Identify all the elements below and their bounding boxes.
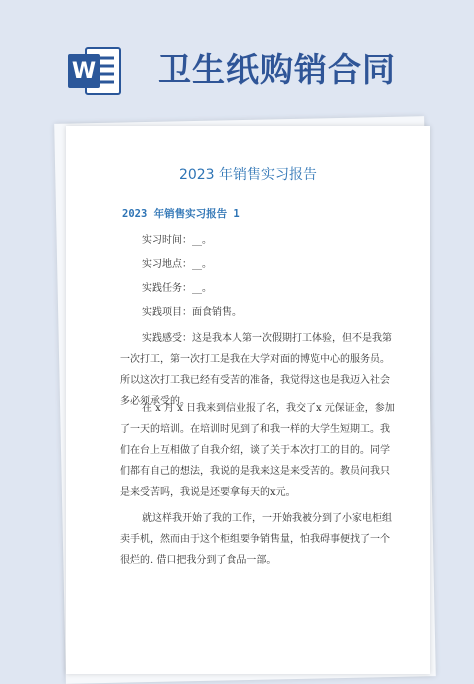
svg-text:W: W — [71, 59, 97, 84]
document-page — [66, 126, 430, 674]
section-heading: 2023 年销售实习报告 1 — [122, 208, 240, 220]
field-internship-time — [142, 230, 418, 251]
word-document-icon — [66, 42, 124, 100]
field-value: __。 — [192, 283, 212, 294]
field-value: 面食销售。 — [192, 307, 242, 318]
document-title: 2023 年销售实习报告 — [178, 167, 318, 183]
paragraph: 就这样我开始了我的工作，一开始我被分到了小家电柜组卖手机，然而由于这个柜组要争销售量，怕我碍事便找了一个很烂的. 借口把我分到了食品一部。 — [120, 513, 392, 566]
paragraph: 在 x 月 x 日我来到信业报了名，我交了x 元保证金，参加了一天的培训。在培训时见到了和我一样的大学生短期工。我们在台上互相做了自我介绍，谈了关于本次打工的目的。同学们都有自己的想法，我说的是我来这是来受苦的。教员问我只是来受苦吗，我说是还要拿每天的x元。 — [120, 403, 395, 498]
field-value: __。 — [192, 259, 212, 270]
field-value: __。 — [192, 235, 212, 246]
field-label: 实习地点： — [142, 259, 192, 270]
field-practice-project — [142, 302, 418, 323]
paragraph: 实践感受：这是我本人第一次假期打工体验，但不是我第一次打工，第一次打工是我在大学对面的博览中心的服务员。所以这次打工我已经有受苦的准备，我觉得这也是我迈入社会多必须承受的。 — [120, 333, 392, 407]
field-label: 实习时间： — [142, 235, 192, 246]
field-label: 实践项目： — [142, 307, 192, 318]
field-internship-location — [142, 254, 418, 275]
banner-title: 卫生纸购销合同 — [158, 50, 396, 89]
field-label: 实践任务： — [142, 283, 192, 294]
field-practice-task — [142, 278, 418, 299]
banner — [0, 0, 474, 120]
